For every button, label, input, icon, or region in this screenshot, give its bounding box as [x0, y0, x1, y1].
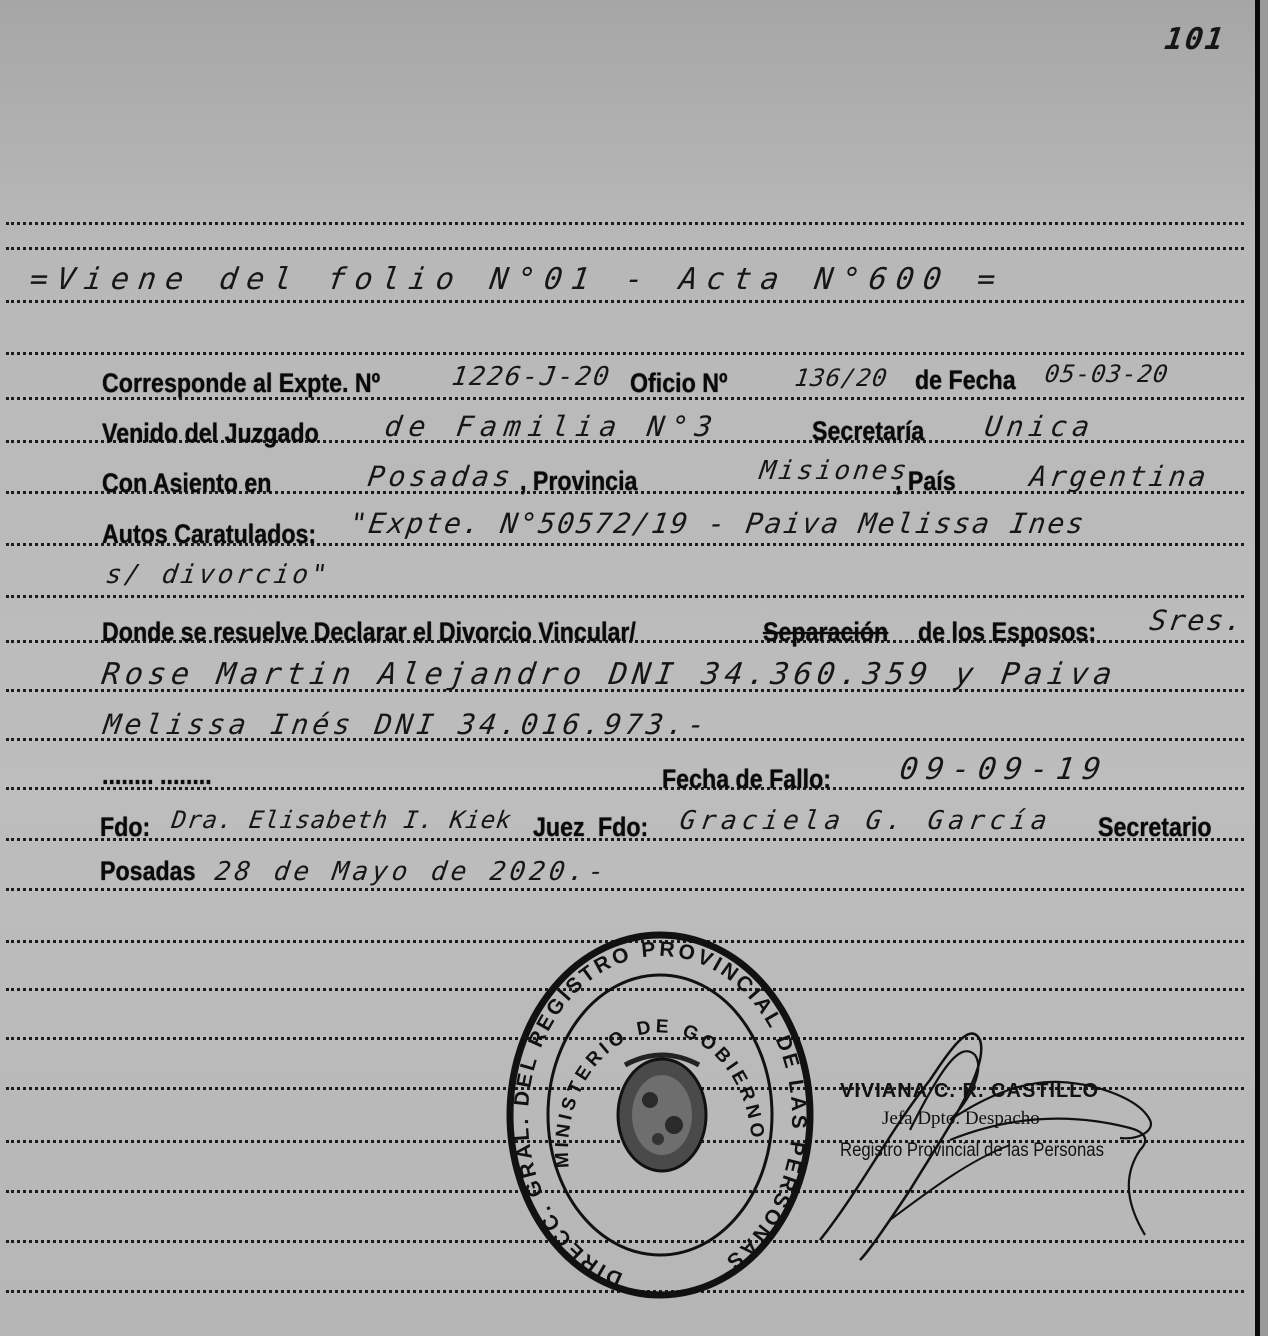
- pais-value: Argentina: [1027, 460, 1212, 493]
- secretaria-value: Unica: [982, 410, 1097, 443]
- fallo-value: 09-09-19: [897, 752, 1111, 787]
- stamp-inner-text: MINISTERIO DE GOBIERNO: [551, 1016, 768, 1169]
- leading-dots: ........ ........: [102, 760, 212, 790]
- stamp-outer-text: DIRECC. GRAL. DEL REGISTRO PROVINCIAL DE LAS PERSONAS: [510, 937, 811, 1291]
- label-fdo-juez: Fdo:: [100, 812, 151, 842]
- posadas-date-value: 28 de Mayo de 2020.-: [212, 857, 611, 887]
- fecha-value: 05-03-20: [1043, 360, 1171, 388]
- label-secretario: Secretario: [1098, 812, 1212, 842]
- label-asiento: Con Asiento en: [102, 468, 272, 498]
- autos-value: "Expte. N°50572/19 - Paiva Melissa Ines: [347, 507, 1088, 540]
- coat-of-arms-icon: [618, 1055, 706, 1171]
- header-continuation-line: =Viene del folio N°01 - Acta N°600 =: [27, 262, 1007, 297]
- fdo-juez-value: Dra. Elisabeth I. Kiek: [170, 806, 514, 834]
- fdo-secretario-value: Graciela G. García: [677, 806, 1054, 836]
- esposos-line1: Rose Martin Alejandro DNI 34.360.359 y Paiva: [99, 657, 1120, 692]
- oficio-value: 136/20: [793, 364, 890, 392]
- label-oficio: Oficio Nº: [630, 368, 728, 398]
- label-juzgado: Venido del Juzgado: [102, 418, 319, 448]
- official-stamp: [500, 925, 820, 1305]
- label-separacion-struck: Separación: [763, 617, 889, 647]
- label-fdo-secretario: Fdo:: [598, 812, 649, 842]
- esposos-prefix: Sres.: [1147, 604, 1247, 637]
- label-fecha-fallo: Fecha de Fallo:: [662, 764, 832, 794]
- label-posadas: Posadas: [100, 856, 196, 886]
- label-expte: Corresponde al Expte. Nº: [102, 368, 381, 398]
- signatory-office: Registro Provincial de las Personas: [840, 1140, 1104, 1161]
- signatory-name: VIVIANA C. R. CASTILLO: [840, 1080, 1100, 1102]
- label-esposos: de los Esposos:: [918, 617, 1097, 647]
- label-secretaria: Secretaría: [812, 416, 925, 446]
- autos-value-continued: s/ divorcio": [103, 560, 332, 590]
- provincia-value: Misiones: [757, 456, 912, 486]
- signatory-role: Jefa Dpto. Despacho: [882, 1108, 1040, 1129]
- label-autos: Autos Caratulados:: [102, 519, 317, 549]
- label-juez: Juez: [533, 812, 585, 842]
- page-number: 101: [1162, 22, 1228, 57]
- juzgado-value: de Familia N°3: [382, 410, 722, 443]
- expte-value: 1226-J-20: [449, 362, 613, 392]
- label-fecha: de Fecha: [915, 365, 1016, 395]
- page-edge-margin: [1260, 0, 1268, 1336]
- label-provincia: , Provincia: [520, 466, 638, 496]
- label-donde: Donde se resuelve Declarar el Divorcio Vincular/: [102, 617, 636, 647]
- label-pais: , País: [895, 466, 956, 496]
- asiento-value: Posadas: [365, 460, 517, 493]
- esposos-line2: Melissa Inés DNI 34.016.973.-: [101, 708, 712, 741]
